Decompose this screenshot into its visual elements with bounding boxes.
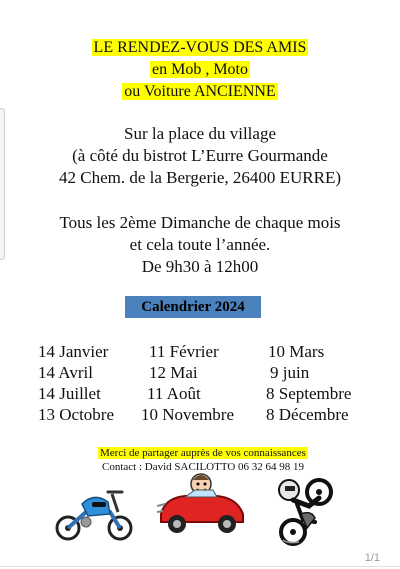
calendar-date: 9 juin: [270, 363, 310, 382]
calendar-date: 10 Mars: [268, 342, 325, 361]
calendar-date: 14 Janvier: [38, 342, 109, 361]
location-line-3: 42 Chem. de la Bergerie, 26400 EURRE): [58, 168, 342, 187]
calendar-date: 13 Octobre: [38, 405, 115, 424]
location-block: [0, 123, 400, 189]
location-line-2: (à côté du bistrot L’Eurre Gourmande: [72, 146, 328, 165]
title-line-2: en Mob , Moto: [152, 61, 248, 78]
calendar-date: 12 Mai: [149, 363, 198, 382]
calendar-date: 8 Décembre: [266, 405, 349, 424]
schedule-block: [0, 212, 400, 278]
motorbike-illustration: [275, 470, 337, 546]
moped-illustration: [52, 484, 136, 542]
location-line-1: Sur la place du village: [123, 124, 276, 143]
calendar-date: 10 Novembre: [141, 405, 235, 424]
calendar-date: 14 Avril: [38, 363, 93, 382]
red-car-illustration: [155, 470, 247, 542]
calendar-date: 14 Juillet: [38, 384, 101, 403]
schedule-line-1: Tous les 2ème Dimanche de chaque mois: [59, 213, 341, 232]
calendar-date: 11 Février: [149, 342, 219, 361]
calendar-heading: Calendrier 2024: [125, 296, 261, 318]
title-block: [0, 37, 400, 103]
calendar-date: 11 Août: [147, 384, 201, 403]
share-note: Merci de partager auprès de vos connaissances: [100, 447, 306, 459]
schedule-line-2: et cela toute l’année.: [129, 235, 271, 254]
contact-line: Contact : David SACILOTTO 06 32 64 98 19: [102, 461, 305, 473]
schedule-line-3: De 9h30 à 12h00: [141, 257, 259, 276]
page-number: 1/1: [364, 552, 380, 564]
title-line-1: LE RENDEZ-VOUS DES AMIS: [93, 39, 307, 56]
calendar-date: 8 Septembre: [266, 384, 352, 403]
page-divider: [0, 566, 400, 567]
title-line-3: ou Voiture ANCIENNE: [124, 83, 276, 100]
